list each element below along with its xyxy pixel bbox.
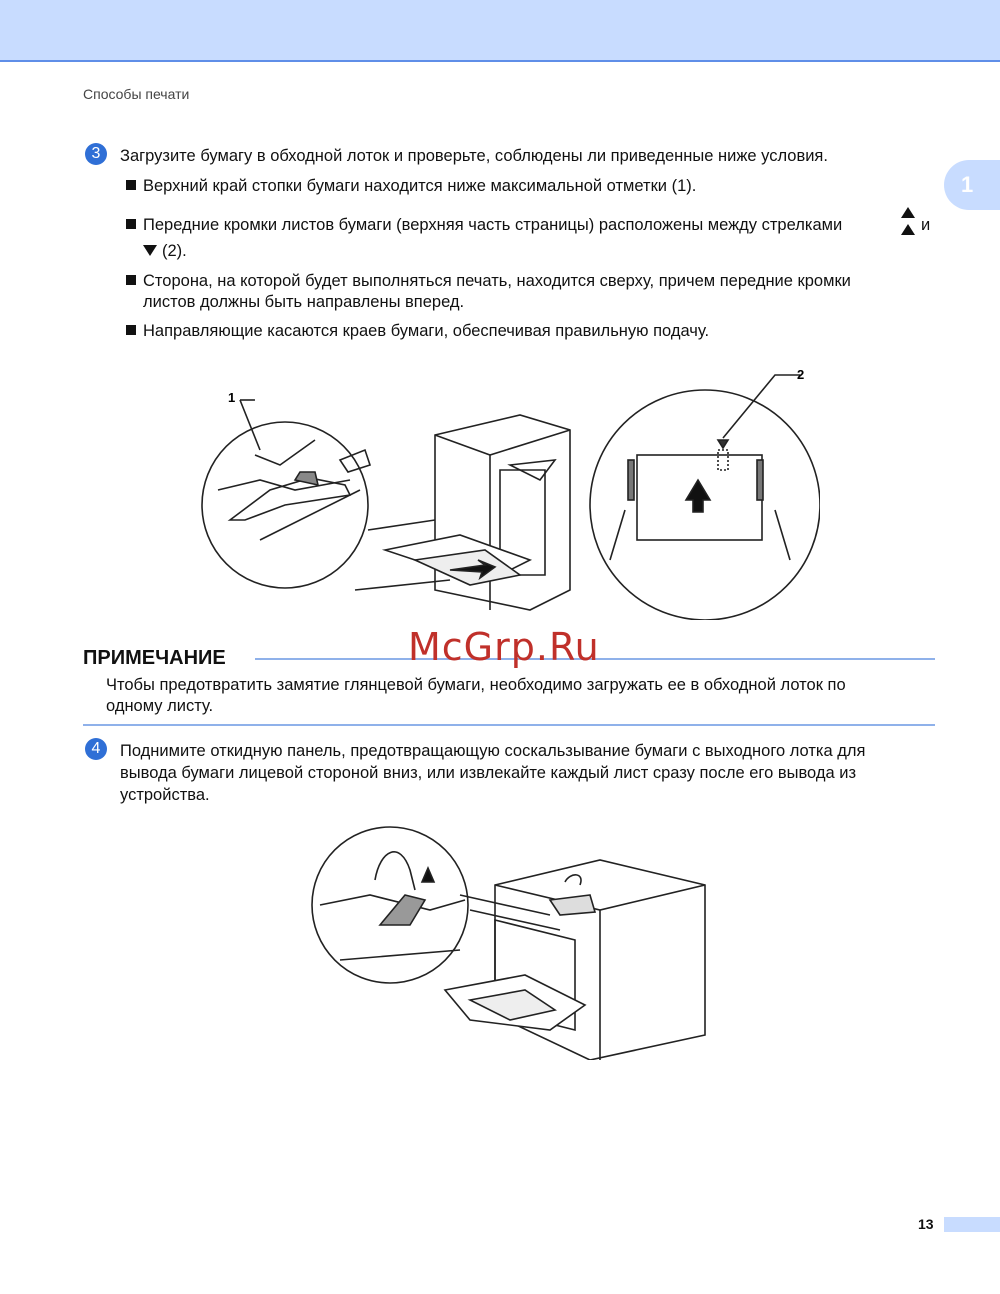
step3-text: Загрузите бумагу в обходной лоток и проверьте, соблюдены ли приведенные ниже условия. — [120, 147, 828, 165]
step3-bullet-2-and: и — [921, 216, 931, 234]
step3-bullet-2: Передние кромки листов бумаги (верхняя часть страницы) расположены между стрелками — [126, 214, 906, 236]
watermark: McGrp.Ru — [408, 625, 600, 669]
step3-bullet-1: Верхний край стопки бумаги находится ниже максимальной отметки (1). — [126, 175, 696, 197]
step3-bullet-4: Направляющие касаются краев бумаги, обеспечивая правильную подачу. — [126, 320, 709, 342]
callout-1: 1 — [228, 390, 236, 405]
chapter-tab[interactable] — [944, 160, 1000, 210]
step3-bullet-2-tail: (2). — [143, 240, 187, 262]
step-number-3: 3 — [85, 143, 107, 165]
bullet-icon — [126, 325, 136, 335]
step3-bullet-3: Сторона, на которой будет выполняться печать, находится сверху, причем передние кромки — [126, 270, 851, 292]
running-head: Способы печати — [83, 86, 190, 102]
step4-line-2: вывода бумаги лицевой стороной вниз, или извлекайте каждый лист сразу после его вывода из — [120, 764, 857, 782]
bullet-icon — [126, 180, 136, 190]
arrow-down-icon — [143, 245, 157, 256]
note-rule-bottom — [83, 724, 935, 726]
note-line-1: Чтобы предотвратить замятие глянцевой бумаги, необходимо загружать ее в обходной лоток по — [106, 676, 846, 694]
illustration-load-paper — [200, 360, 820, 620]
page-number: 13 — [918, 1216, 934, 1232]
header-band — [0, 0, 1000, 62]
page-tab — [944, 1217, 1000, 1232]
note-line-2: одному листу. — [106, 697, 214, 715]
bullet-icon — [126, 275, 136, 285]
illustration-support-flap — [310, 820, 720, 1060]
callout-2: 2 — [797, 367, 805, 382]
arrow-up-pair-icon — [901, 207, 915, 235]
bullet-icon — [126, 219, 136, 229]
chapter-tab-label: 1 — [961, 172, 974, 197]
step-number-4: 4 — [85, 738, 107, 760]
step4-line-1: Поднимите откидную панель, предотвращающую соскальзывание бумаги с выходного лотка для — [120, 742, 866, 760]
step4-line-3: устройства. — [120, 786, 210, 804]
note-title: ПРИМЕЧАНИЕ — [83, 647, 226, 669]
step3-bullet-3-cont: листов должны быть направлены вперед. — [143, 293, 465, 311]
